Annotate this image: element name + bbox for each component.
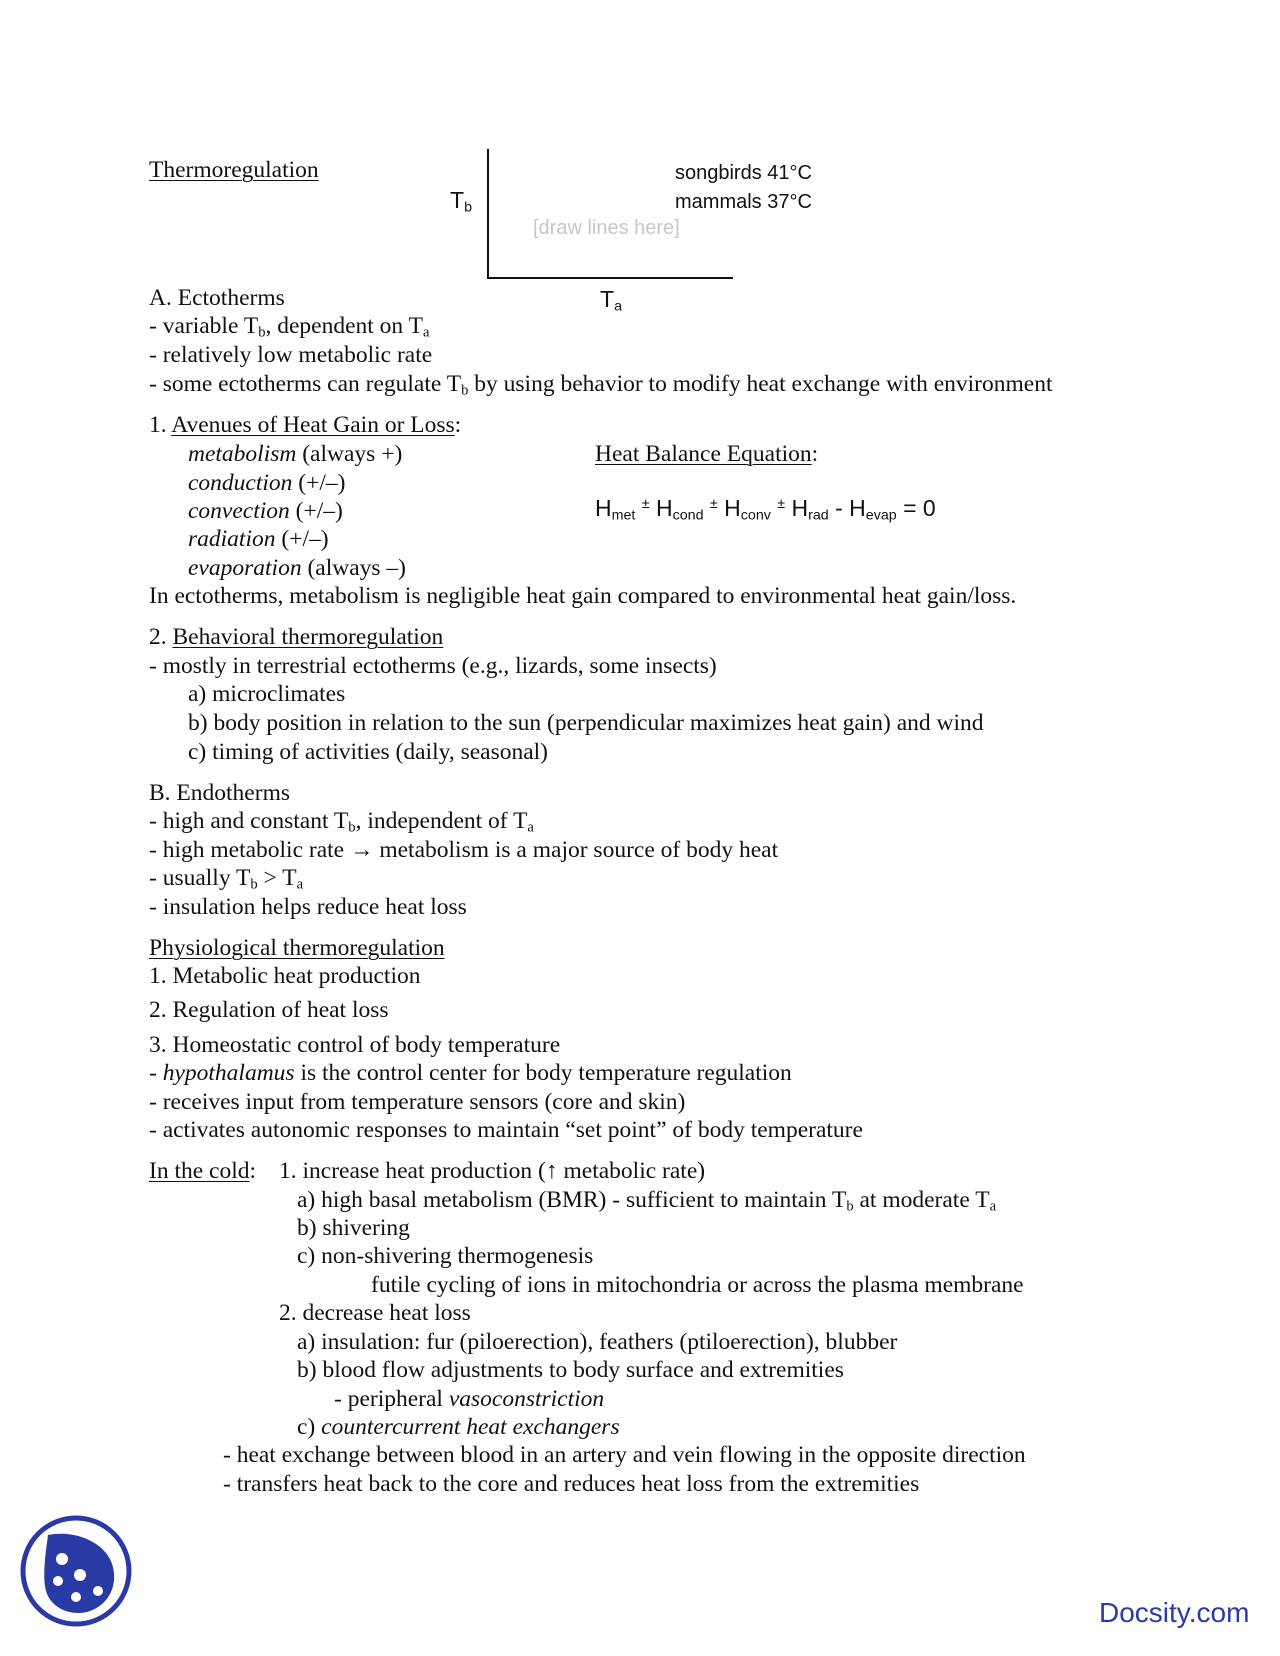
cold-item-1c-detail: futile cycling of ions in mitochondria or across the plasma membrane (371, 1272, 1024, 1298)
hypothalamus-bullet: - hypothalamus is the control center for body temperature regulation (149, 1060, 792, 1086)
countercurrent-bullet-1: - heat exchange between blood in an artery and vein flowing in the opposite direction (223, 1442, 1026, 1468)
behavioral-item-c: c) timing of activities (daily, seasonal) (188, 739, 549, 765)
diagram-x-label: $T_a$ (600, 286, 622, 315)
diagram-y-axis (487, 149, 489, 279)
ectotherms-heading: A. Ectotherms (149, 285, 285, 311)
endotherms-bullet-4: - insulation helps reduce heat loss (149, 894, 467, 920)
cold-item-2: 2. decrease heat loss (279, 1300, 471, 1326)
cold-item-2b: b) blood flow adjustments to body surface and extremities (297, 1357, 844, 1383)
physiological-item-3: 3. Homeostatic control of body temperature (149, 1032, 561, 1058)
behavioral-heading: 2. Behavioral thermoregulation (149, 624, 444, 650)
avenue-item: evaporation (always –) (188, 555, 406, 581)
physiological-item-2: 2. Regulation of heat loss (149, 997, 389, 1023)
ectotherms-bullet-1: - variable $T_b$, dependent on $T_a$ (149, 313, 430, 341)
heat-balance-heading: Heat Balance Equation: (595, 441, 819, 467)
heat-balance-equation: $H_{met}$ ± $H_{cond}$ ± $H_{conv}$ ± $H_{rad} - H_{evap} = 0$ (595, 495, 936, 524)
avenue-item: convection (+/–) (188, 498, 343, 524)
diagram-placeholder: [draw lines here] (533, 217, 680, 239)
endotherms-bullet-1: - high and constant $T_b$, independent of $T_a$ (149, 808, 534, 836)
countercurrent-bullet-2: - transfers heat back to the core and reduces heat loss from the extremities (223, 1471, 920, 1497)
endotherms-heading: B. Endotherms (149, 780, 290, 806)
avenue-item: radiation (+/–) (188, 526, 329, 552)
endotherms-bullet-2: - high metabolic rate → metabolism is a major source of body heat (149, 837, 779, 863)
diagram-mammals-label: mammals 37°C (675, 191, 812, 213)
cold-item-1a: a) high basal metabolism (BMR) - sufficient to maintain $T_b$ at moderate $T_a$ (297, 1187, 997, 1215)
avenue-item: conduction (+/–) (188, 470, 346, 496)
diagram-y-label: $T_b$ (450, 187, 472, 216)
set-point-bullet: - activates autonomic responses to maintain “set point” of body temperature (149, 1117, 863, 1143)
behavioral-item-a: a) microclimates (188, 681, 346, 707)
ectotherms-bullet-3: - some ectotherms can regulate $T_b$ by using behavior to modify heat exchange with environment (149, 371, 1053, 399)
physiological-item-1: 1. Metabolic heat production (149, 963, 421, 989)
endotherms-bullet-3: - usually $T_b > T_a$ (149, 865, 304, 893)
cold-item-1b: b) shivering (297, 1215, 410, 1241)
cold-item-1: 1. increase heat production (↑ metabolic rate) (279, 1158, 706, 1184)
avenues-heading: 1. Avenues of Heat Gain or Loss: (149, 412, 462, 438)
docsity-brand-link[interactable]: Docsity.com (1099, 1597, 1250, 1628)
avenue-item: metabolism (always +) (188, 441, 403, 467)
cold-item-2a: a) insulation: fur (piloerection), feathers (ptiloerection), blubber (297, 1329, 898, 1355)
docsity-logo-icon[interactable] (20, 1515, 132, 1627)
ectotherms-bullet-2: - relatively low metabolic rate (149, 342, 433, 368)
diagram-songbirds-label: songbirds 41°C (675, 162, 812, 184)
cold-item-2c: c) countercurrent heat exchangers (297, 1414, 620, 1440)
ectotherms-summary: In ectotherms, metabolism is negligible heat gain compared to environmental heat gain/loss. (149, 583, 1017, 609)
sensors-bullet: - receives input from temperature sensors (core and skin) (149, 1089, 686, 1115)
physiological-heading: Physiological thermoregulation (149, 935, 445, 961)
cold-label: In the cold: (149, 1158, 257, 1184)
cold-item-2b-detail: - peripheral vasoconstriction (334, 1386, 605, 1412)
diagram-x-axis (487, 277, 733, 279)
behavioral-bullet: - mostly in terrestrial ectotherms (e.g., lizards, some insects) (149, 653, 717, 679)
behavioral-item-b: b) body position in relation to the sun (perpendicular maximizes heat gain) and wind (188, 710, 984, 736)
page-title: Thermoregulation (149, 157, 319, 183)
cold-item-1c: c) non-shivering thermogenesis (297, 1243, 594, 1269)
